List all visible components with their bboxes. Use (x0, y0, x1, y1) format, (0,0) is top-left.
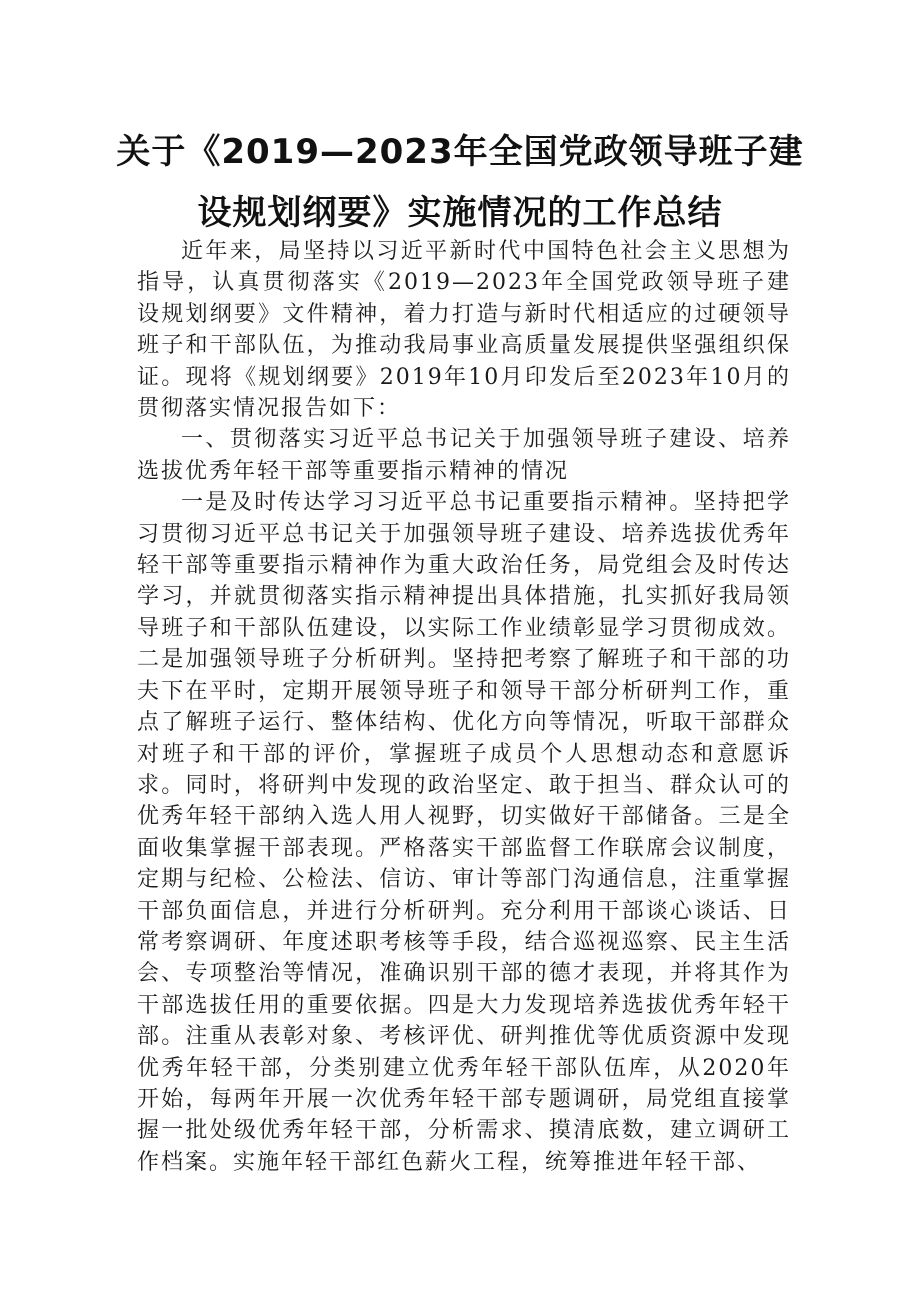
document-body (137, 236, 791, 1178)
paragraph-section-1-content: 一是及时传达学习习近平总书记重要指示精神。坚持把学习贯彻习近平总书记关于加强领导班子建设、培养选拔优秀年轻干部等重要指示精神作为重大政治任务，局党组会及时传达学习，并就贯彻落实指示精神提出具体措施，扎实抓好我局领导班子和干部队伍建设，以实际工作业绩彰显学习贯彻成效。二是加强领导班子分析研判。坚持把考察了解班子和干部的功夫下在平时，定期开展领导班子和领导干部分析研判工作，重点了解班子运行、整体结构、优化方向等情况，听取干部群众对班子和干部的评价，掌握班子成员个人思想动态和意愿诉求。同时，将研判中发现的政治坚定、敢于担当、群众认可的优秀年轻干部纳入选人用人视野，切实做好干部储备。三是全面收集掌握干部表现。严格落实干部监督工作联席会议制度，定期与纪检、公检法、信访、审计等部门沟通信息，注重掌握干部负面信息，并进行分析研判。充分利用干部谈心谈话、日常考察调研、年度述职考核等手段，结合巡视巡察、民主生活会、专项整治等情况，准确识别干部的德才表现，并将其作为干部选拔任用的重要依据。四是大力发现培养选拔优秀年轻干部。注重从表彰对象、考核评优、研判推优等优质资源中发现优秀年轻干部，分类别建立优秀年轻干部队伍库，从2020年开始，每两年开展一次优秀年轻干部专题调研，局党组直接掌握一批处级优秀年轻干部，分析需求、摸清底数，建立调研工作档案。实施年轻干部红色薪火工程，统筹推进年轻干部、 (137, 490, 791, 1175)
document-title-line-1: 关于《2019—2023年全国党政领导班子建 (116, 132, 804, 172)
section-heading-1: 一、贯彻落实习近平总书记关于加强领导班子建设、培养选拔优秀年轻干部等重要指示精神的情况 (137, 427, 791, 484)
paragraph-intro: 近年来，局坚持以习近平新时代中国特色社会主义思想为指导，认真贯彻落实《2019—2023年全国党政领导班子建设规划纲要》文件精神，着力打造与新时代相适应的过硬领导班子和干部队伍，为推动我局事业高质量发展提供坚强组织保证。现将《规划纲要》2019年10月印发后至2023年10月的贯彻落实情况报告如下： (137, 239, 791, 422)
document-title-line-2: 设规划纲要》实施情况的工作总结 (197, 193, 723, 233)
